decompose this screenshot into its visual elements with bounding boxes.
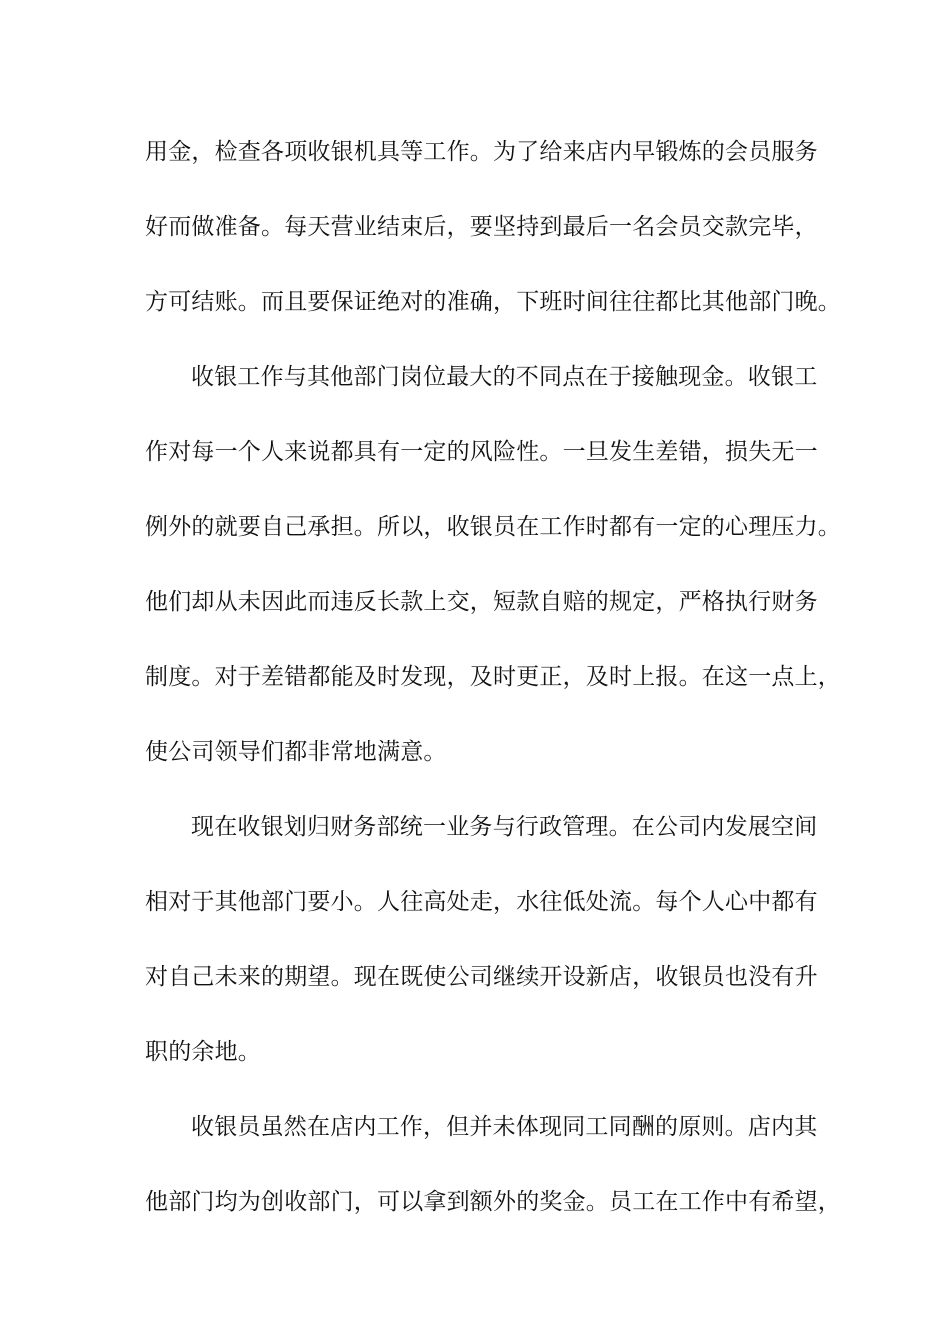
text-line: 相对于其他部门要小。人往高处走，水往低处流。每个人心中都有 <box>145 889 818 915</box>
text-line: 作对每一个人来说都具有一定的风险性。一旦发生差错，损失无一 <box>145 439 818 465</box>
text-line: 他部门均为创收部门，可以拿到额外的奖金。员工在工作中有希望， <box>145 1189 841 1215</box>
text-line: 对自己未来的期望。现在既使公司继续开设新店，收银员也没有升 <box>145 964 818 990</box>
text-line: 好而做准备。每天营业结束后，要坚持到最后一名会员交款完毕， <box>145 214 818 240</box>
paragraph-first-line: 收银员虽然在店内工作，但并未体现同工同酬的原则。店内其 <box>191 1114 818 1140</box>
text-line: 使公司领导们都非常地满意。 <box>145 739 447 765</box>
paragraph-first-line: 现在收银划归财务部统一业务与行政管理。在公司内发展空间 <box>191 814 818 840</box>
text-line: 制度。对于差错都能及时发现，及时更正，及时上报。在这一点上， <box>145 664 841 690</box>
text-line: 用金，检查各项收银机具等工作。为了给来店内早锻炼的会员服务 <box>145 139 818 165</box>
text-line: 他们却从未因此而违反长款上交，短款自赔的规定，严格执行财务 <box>145 589 818 615</box>
text-line: 职的余地。 <box>145 1039 261 1065</box>
text-line: 方可结账。而且要保证绝对的准确，下班时间往往都比其他部门晚。 <box>145 289 841 315</box>
paragraph-first-line: 收银工作与其他部门岗位最大的不同点在于接触现金。收银工 <box>191 364 818 390</box>
text-line: 例外的就要自己承担。所以，收银员在工作时都有一定的心理压力。 <box>145 514 841 540</box>
